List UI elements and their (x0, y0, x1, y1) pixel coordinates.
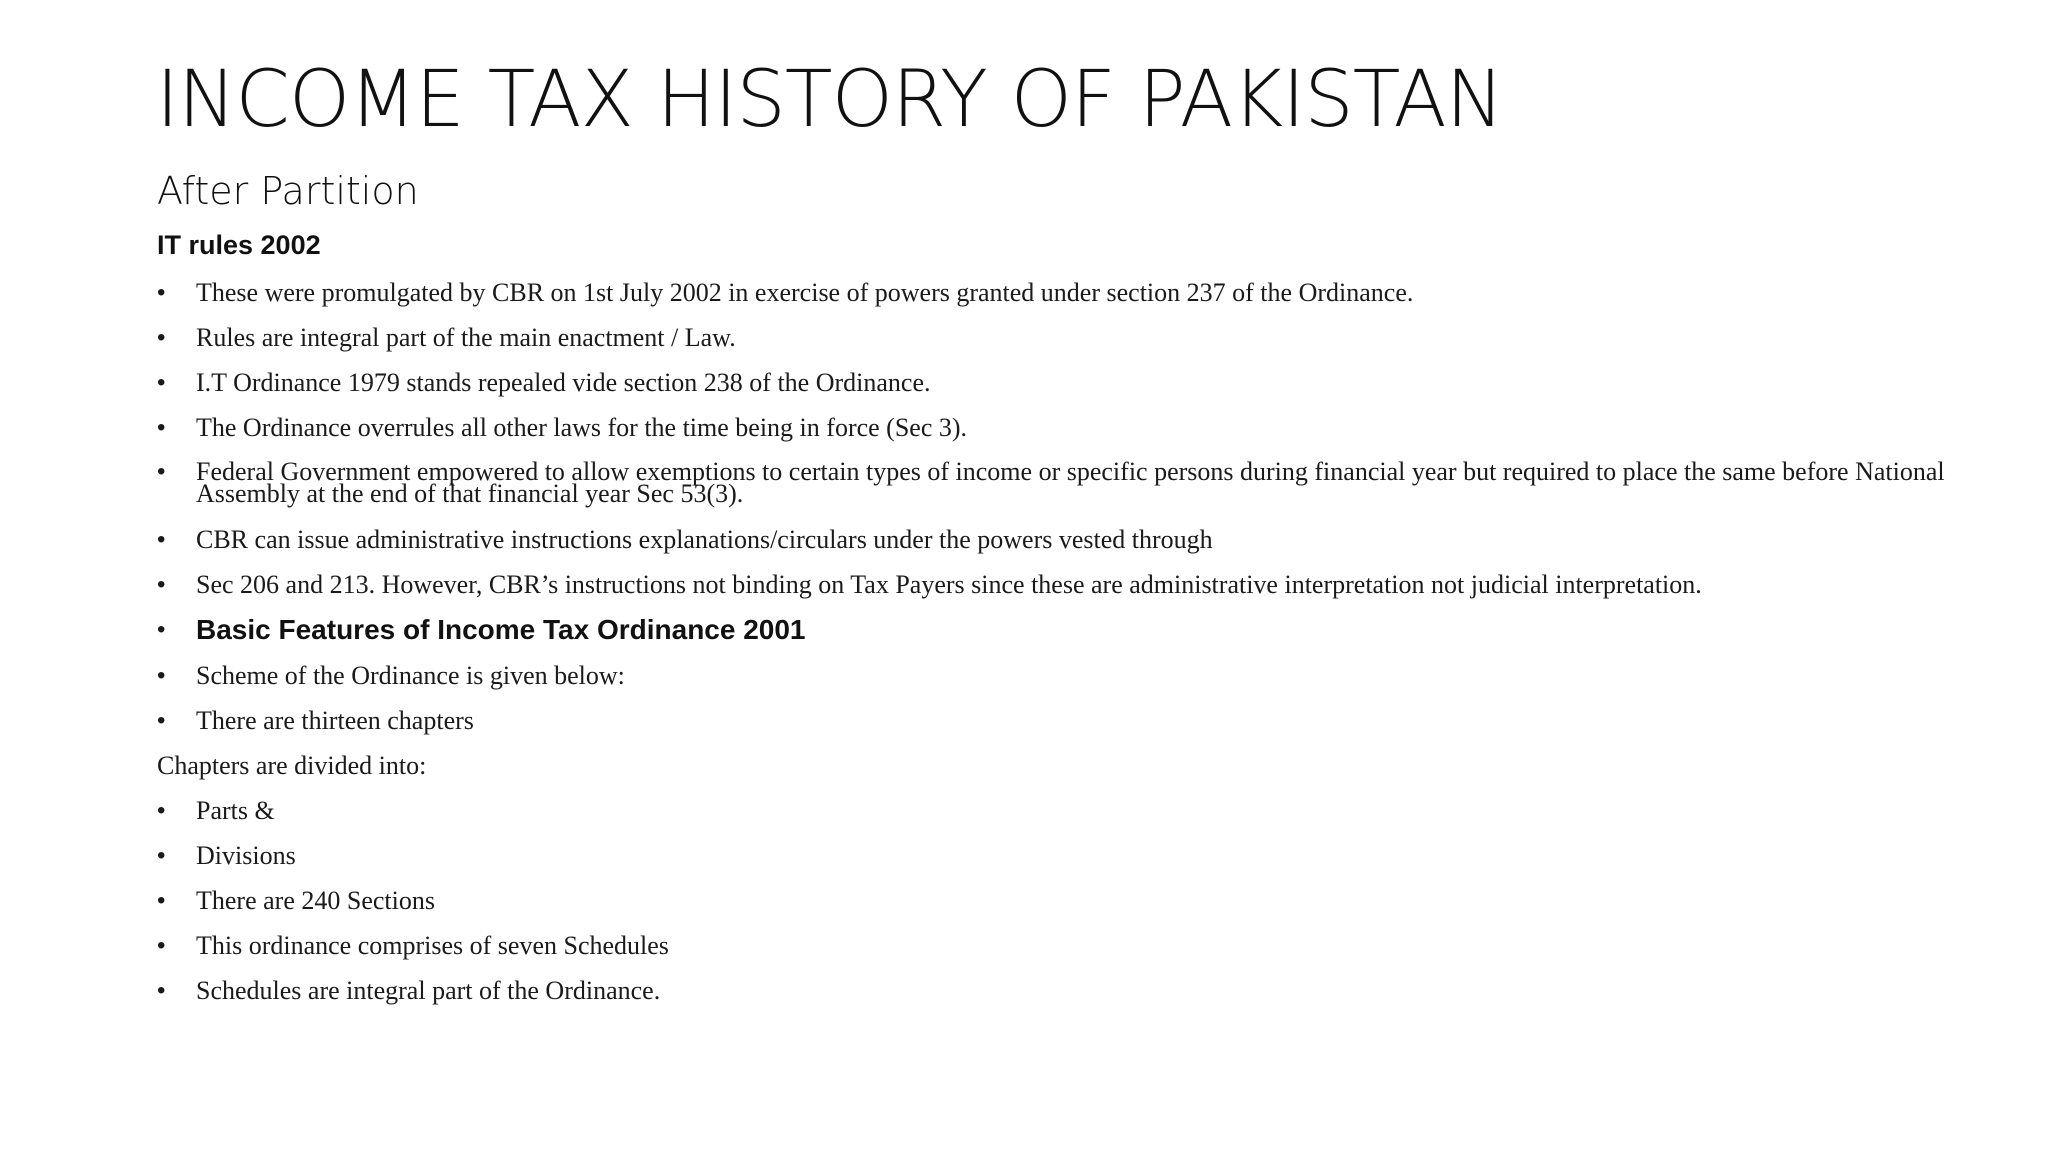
list-item-text: Rules are integral part of the main enactment / Law. (196, 323, 736, 352)
list-item (157, 562, 1987, 607)
bullet-icon: • (157, 887, 166, 914)
bullet-icon: • (157, 707, 166, 734)
list-item-text: The Ordinance overrules all other laws for the time being in force (Sec 3). (196, 413, 968, 442)
list-item (157, 517, 1987, 562)
list-item (157, 315, 1987, 360)
bullet-icon: • (157, 797, 166, 824)
list-item-text: Scheme of the Ordinance is given below: (196, 661, 625, 690)
section-heading: IT rules 2002 (157, 230, 321, 260)
list-item-text: This ordinance comprises of seven Schedules (196, 931, 669, 960)
content-list (157, 270, 1987, 1013)
list-item (157, 968, 1987, 1013)
bullet-icon: • (157, 369, 166, 396)
bullet-icon: • (157, 414, 166, 441)
paragraph-text: Chapters are divided into: (157, 751, 427, 780)
list-item (157, 923, 1987, 968)
list-item-text: Parts & (196, 796, 275, 825)
bullet-icon: • (157, 842, 166, 869)
bullet-icon: • (157, 977, 166, 1004)
list-item (157, 788, 1987, 833)
list-item (157, 653, 1987, 698)
bullet-icon: • (157, 324, 166, 351)
list-item-text: Schedules are integral part of the Ordinance. (196, 976, 661, 1005)
list-item-text: There are thirteen chapters (196, 706, 474, 735)
bullet-icon: • (157, 458, 166, 485)
bullet-icon: • (157, 526, 166, 553)
list-item (157, 270, 1987, 315)
bullet-icon: • (157, 279, 166, 306)
list-item (157, 698, 1987, 743)
list-item-text: These were promulgated by CBR on 1st July 2002 in exercise of powers granted under section 237 of the Ordinance. (196, 278, 1414, 307)
bullet-icon: • (157, 571, 166, 598)
list-item-text: Federal Government empowered to allow exemptions to certain types of income or specific persons during financial year but required to place the same before National Assembly at the end of that financial year Sec 53(3). (196, 457, 1945, 508)
bullet-icon: • (157, 662, 166, 689)
slide-title: INCOME TAX HISTORY OF PAKISTAN (156, 55, 1504, 145)
slide-subtitle: After Partition (157, 169, 419, 213)
list-item (157, 450, 1987, 517)
bullet-icon: • (157, 932, 166, 959)
list-item (157, 405, 1987, 450)
list-item-text: Divisions (196, 841, 296, 870)
paragraph (157, 743, 1987, 788)
list-item (157, 833, 1987, 878)
list-item-text: Sec 206 and 213. However, CBR’s instructions not binding on Tax Payers since these are administrative interpretation not judicial interpretation. (196, 570, 1702, 599)
list-item (157, 360, 1987, 405)
list-item-subheading (157, 607, 1987, 653)
list-item-text: CBR can issue administrative instructions explanations/circulars under the powers vested through (196, 525, 1213, 554)
list-item-text: There are 240 Sections (196, 886, 435, 915)
list-item-text: I.T Ordinance 1979 stands repealed vide section 238 of the Ordinance. (196, 368, 931, 397)
list-item (157, 878, 1987, 923)
bullet-icon: • (157, 616, 166, 643)
list-item-text: Basic Features of Income Tax Ordinance 2001 (196, 614, 806, 645)
